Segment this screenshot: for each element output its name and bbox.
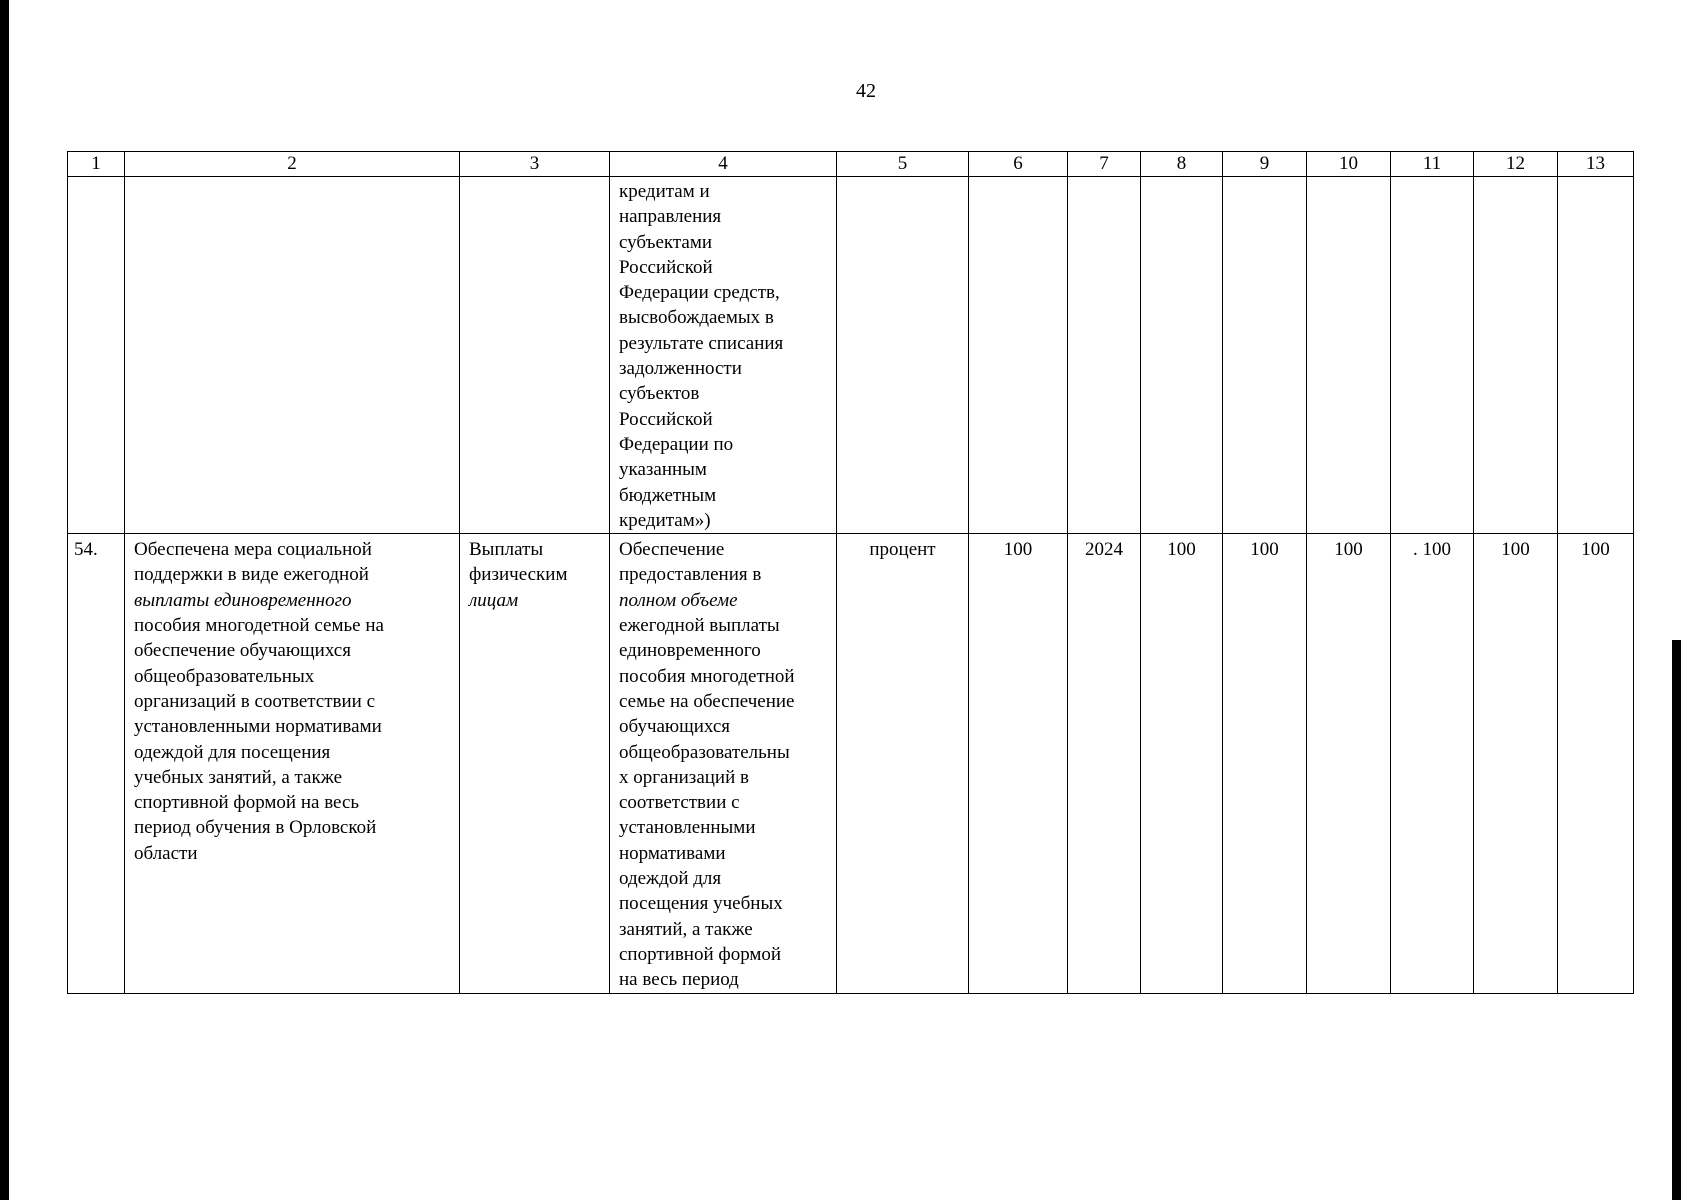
row54-type-text: [460, 534, 609, 613]
row54-col2-line: обеспечение обучающихся: [134, 640, 351, 662]
row54-col2-line: выплаты единовременного: [134, 589, 352, 611]
cont-col4-line: кредитам»): [619, 509, 711, 531]
row54-characteristic-text: [610, 534, 836, 992]
row54-col2-line: спортивной формой на весь: [134, 792, 360, 814]
row54-col4-line: пособия многодетной: [619, 665, 795, 687]
row54-col4-line: установленными: [619, 817, 756, 839]
row54-col4-line: предоставления в: [619, 564, 762, 586]
header-cell-9: 9: [1223, 152, 1307, 177]
cont-cell-11: [1391, 177, 1474, 534]
header-cell-4: 4: [610, 152, 837, 177]
row54-characteristic: [610, 534, 837, 993]
cont-cell-10: [1307, 177, 1391, 534]
row54-col4-line: нормативами: [619, 842, 726, 864]
row54-col2-line: организаций в соответствии с: [134, 690, 376, 712]
cont-cell-13: [1558, 177, 1634, 534]
row54-number: [68, 534, 125, 993]
row54-col4-line: на весь период: [619, 969, 739, 991]
row54-result-text: [125, 534, 459, 866]
cont-cell-4-text: [610, 177, 836, 533]
header-cell-1: 1: [68, 152, 125, 177]
row54-value-3-text: 100: [1334, 539, 1363, 561]
scan-edge-right: [1672, 640, 1681, 1200]
row54-value-1: [1141, 534, 1223, 993]
row54-result: [125, 534, 460, 993]
header-cell-12: 12: [1474, 152, 1558, 177]
header-cell-5: 5: [837, 152, 969, 177]
cont-col4-line: Федерации средств,: [619, 282, 780, 304]
row54-value-2: [1223, 534, 1307, 993]
cont-col4-line: субъектами: [619, 231, 713, 253]
cont-col4-line: Федерации по: [619, 433, 734, 455]
row54-col4-line: посещения учебных: [619, 893, 783, 915]
cont-cell-8: [1141, 177, 1223, 534]
row54-base-value: [969, 534, 1068, 993]
row54-col4-line: ежегодной выплаты: [619, 615, 780, 637]
row54-col4-line: спортивной формой: [619, 943, 782, 965]
row54-col4-line: полном объеме: [619, 589, 738, 611]
cont-cell-4: [610, 177, 837, 534]
row54-col3-line: физическим: [469, 564, 568, 586]
row54-col2-line: общеобразовательных: [134, 665, 315, 687]
row54-value-5-text: 100: [1501, 539, 1530, 561]
cont-cell-12: [1474, 177, 1558, 534]
row54-col4-line: семье на обеспечение: [619, 690, 795, 712]
row54-number-text: 54.: [74, 539, 98, 561]
scan-edge-left: [0, 0, 9, 1200]
row54-col3-line: лицам: [469, 589, 519, 611]
header-row: [68, 152, 1634, 177]
cont-col4-line: задолженности: [619, 358, 742, 380]
table-row-continuation: [68, 177, 1634, 534]
table-row-54: [68, 534, 1634, 993]
row54-col4-line: обучающихся: [619, 716, 731, 738]
row54-value-5: [1474, 534, 1558, 993]
header-cell-6: 6: [969, 152, 1068, 177]
row54-value-2-text: 100: [1250, 539, 1279, 561]
row54-col4-line: одеждой для: [619, 868, 722, 890]
row54-base-value-text: 100: [1003, 539, 1033, 561]
row54-col2-line: одеждой для посещения: [134, 741, 331, 763]
cont-cell-6: [969, 177, 1068, 534]
row54-base-year-text: 2024: [1085, 539, 1123, 561]
cont-cell-7: [1068, 177, 1141, 534]
row54-col2-line: установленными нормативами: [134, 716, 382, 738]
row54-value-1-text: 100: [1167, 539, 1196, 561]
header-cell-11: 11: [1391, 152, 1474, 177]
row54-col2-line: поддержки в виде ежегодной: [134, 564, 369, 586]
data-table: [67, 151, 1634, 994]
row54-col2-line: пособия многодетной семье на: [134, 615, 384, 637]
cont-cell-3: [460, 177, 610, 534]
cont-col4-line: субъектов: [619, 383, 700, 405]
row54-value-6-text: 100: [1581, 539, 1610, 561]
cont-cell-5: [837, 177, 969, 534]
row54-col4-line: общеобразовательны: [619, 741, 790, 763]
page-number: 42: [856, 80, 876, 102]
cont-col4-line: высвобождаемых в: [619, 307, 774, 329]
cont-col4-line: Российской: [619, 408, 713, 430]
row54-value-6: [1558, 534, 1634, 993]
row54-value-3: [1307, 534, 1391, 993]
cont-col4-line: Российской: [619, 256, 713, 278]
row54-col2-line: период обучения в Орловской: [134, 817, 377, 839]
cont-col4-line: указанным: [619, 459, 707, 481]
header-cell-13: 13: [1558, 152, 1634, 177]
row54-col2-line: Обеспечена мера социальной: [134, 539, 372, 561]
row54-col4-line: соответствии с: [619, 792, 740, 814]
row54-col4-line: единовременного: [619, 640, 761, 662]
row54-unit: [837, 534, 969, 993]
cont-cell-9: [1223, 177, 1307, 534]
cont-col4-line: кредитам и: [619, 181, 710, 202]
cont-col4-line: результате списания: [619, 332, 784, 354]
cont-col4-line: бюджетным: [619, 484, 717, 506]
cont-col4-line: направления: [619, 206, 722, 228]
row54-col2-line: области: [134, 842, 198, 864]
header-cell-8: 8: [1141, 152, 1223, 177]
cont-cell-1: [68, 177, 125, 534]
row54-value-4: [1391, 534, 1474, 993]
row54-col2-line: учебных занятий, а также: [134, 766, 343, 788]
row54-base-year: [1068, 534, 1141, 993]
header-cell-10: 10: [1307, 152, 1391, 177]
header-cell-2: 2: [125, 152, 460, 177]
row54-unit-text: процент: [869, 539, 936, 561]
header-cell-7: 7: [1068, 152, 1141, 177]
row54-col4-line: занятий, а также: [619, 918, 753, 940]
row54-col4-line: х организаций в: [619, 766, 749, 788]
row54-value-4-text: . 100: [1413, 539, 1451, 561]
cont-cell-2: [125, 177, 460, 534]
header-cell-3: 3: [460, 152, 610, 177]
row54-col4-line: Обеспечение: [619, 539, 725, 561]
row54-col3-line: Выплаты: [469, 539, 544, 561]
row54-type: [460, 534, 610, 993]
